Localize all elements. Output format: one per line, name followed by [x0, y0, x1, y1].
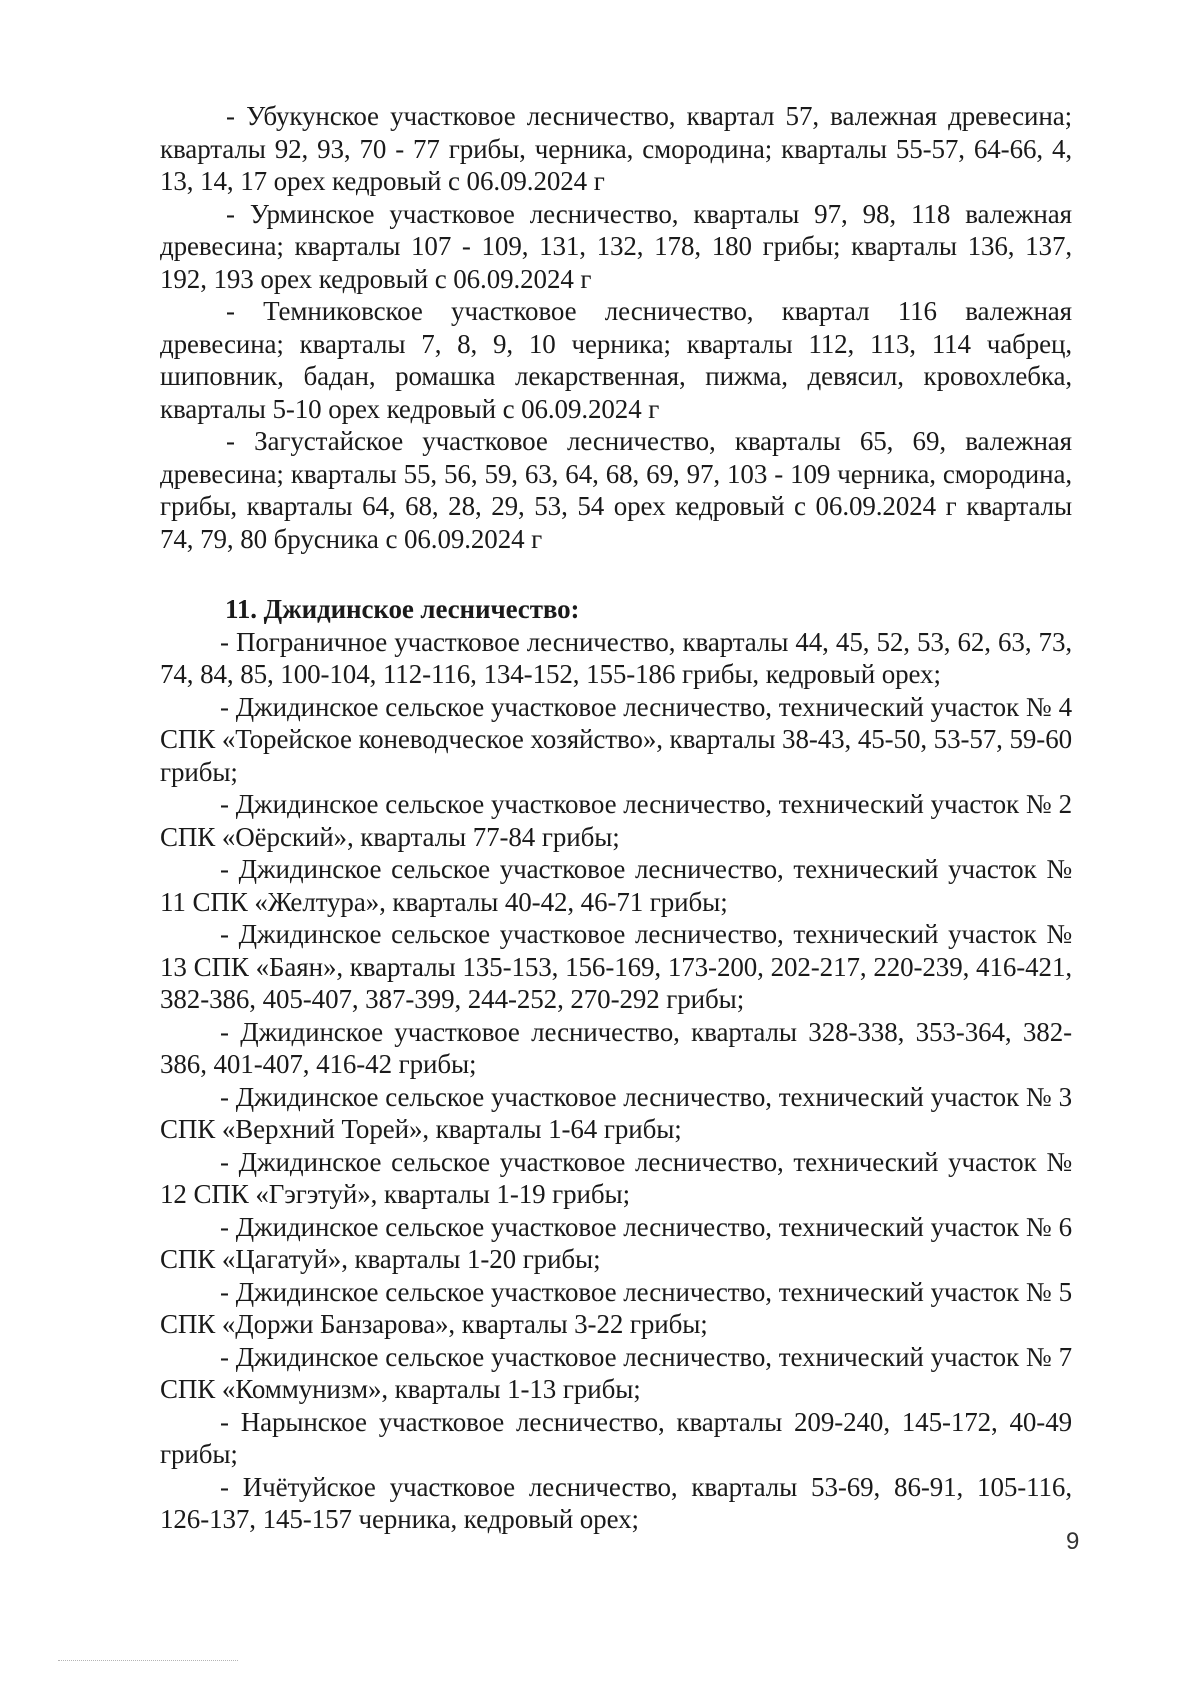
scan-artifact-line: [58, 1660, 238, 1661]
list-item: - Ичётуйское участковое лесничество, кварталы 53-69, 86-91, 105-116, 126-137, 145-157 черника, кедровый орех;: [160, 1471, 1072, 1534]
document-body: [160, 100, 1072, 1536]
list-item: - Нарынское участковое лесничество, кварталы 209-240, 145-172, 40-49 грибы;: [160, 1406, 1072, 1469]
list-item: - Джидинское сельское участковое лесничество, технический участок № 2 СПК «Оёрский», кварталы 77-84 грибы;: [160, 789, 1072, 852]
list-item: - Джидинское сельское участковое лесничество, технический участок № 13 СПК «Баян», кварталы 135-153, 156-169, 173-200, 202-217, 220-239, 416-421, 382-386, 405-407, 387-399, 244-252, 270-292 грибы;: [160, 919, 1072, 1014]
list-item: - Джидинское участковое лесничество, кварталы 328-338, 353-364, 382-386, 401-407, 416-42 грибы;: [160, 1016, 1072, 1079]
list-item: - Пограничное участковое лесничество, кварталы 44, 45, 52, 53, 62, 63, 73, 74, 84, 85, 100-104, 112-116, 134-152, 155-186 грибы, кедровый орех;: [160, 626, 1072, 689]
list-item: - Джидинское сельское участковое лесничество, технический участок № 5 СПК «Доржи Банзарова», кварталы 3-22 грибы;: [160, 1276, 1072, 1339]
page-number: 9: [1066, 1528, 1080, 1555]
list-item: - Джидинское сельское участковое лесничество, технический участок № 7 СПК «Коммунизм», кварталы 1-13 грибы;: [160, 1341, 1072, 1404]
list-item: - Джидинское сельское участковое лесничество, технический участок № 4 СПК «Торейское коневодческое хозяйство», кварталы 38-43, 45-50, 53-57, 59-60 грибы;: [160, 691, 1072, 787]
list-item: - Джидинское сельское участковое лесничество, технический участок № 12 СПК «Гэгэтуй», кварталы 1-19 грибы;: [160, 1146, 1072, 1209]
list-item-ubukun: - Убукунское участковое лесничество, квартал 57, валежная древесина; кварталы 92, 93, 70 - 77 грибы, черника, смородина; кварталы 55-57, 64-66, 4, 13, 14, 17 орех кедровый с 06.09.2024 г: [160, 101, 1072, 196]
list-item-urma: - Урминское участковое лесничество, кварталы 97, 98, 118 валежная древесина; кварталы 107 - 109, 131, 132, 178, 180 грибы; кварталы 136, 137, 192, 193 орех кедровый с 06.09.2024 г: [160, 198, 1072, 294]
list-item: - Джидинское сельское участковое лесничество, технический участок № 3 СПК «Верхний Торей», кварталы 1-64 грибы;: [160, 1081, 1072, 1144]
list-item: - Джидинское сельское участковое лесничество, технический участок № 11 СПК «Желтура», кварталы 40-42, 46-71 грибы;: [160, 854, 1072, 917]
list-item-zagustai: - Загустайское участковое лесничество, кварталы 65, 69, валежная древесина; кварталы 55, 56, 59, 63, 64, 68, 69, 97, 103 - 109 черника, смородина, грибы, кварталы 64, 68, 28, 29, 53, 54 орех кедровый с 06.09.2024 г кварталы 74, 79, 80 брусника с 06.09.2024 г: [160, 426, 1072, 554]
list-item: - Джидинское сельское участковое лесничество, технический участок № 6 СПК «Цагатуй», кварталы 1-20 грибы;: [160, 1211, 1072, 1274]
list-item-temnik: - Темниковское участковое лесничество, квартал 116 валежная древесина; кварталы 7, 8, 9, 10 черника; кварталы 112, 113, 114 чабрец, шиповник, бадан, ромашка лекарственная, пижма, девясил, кровохлебка, кварталы 5-10 орех кедровый с 06.09.2024 г: [160, 296, 1072, 424]
section-heading: 11. Джидинское лесничество:: [225, 594, 580, 624]
